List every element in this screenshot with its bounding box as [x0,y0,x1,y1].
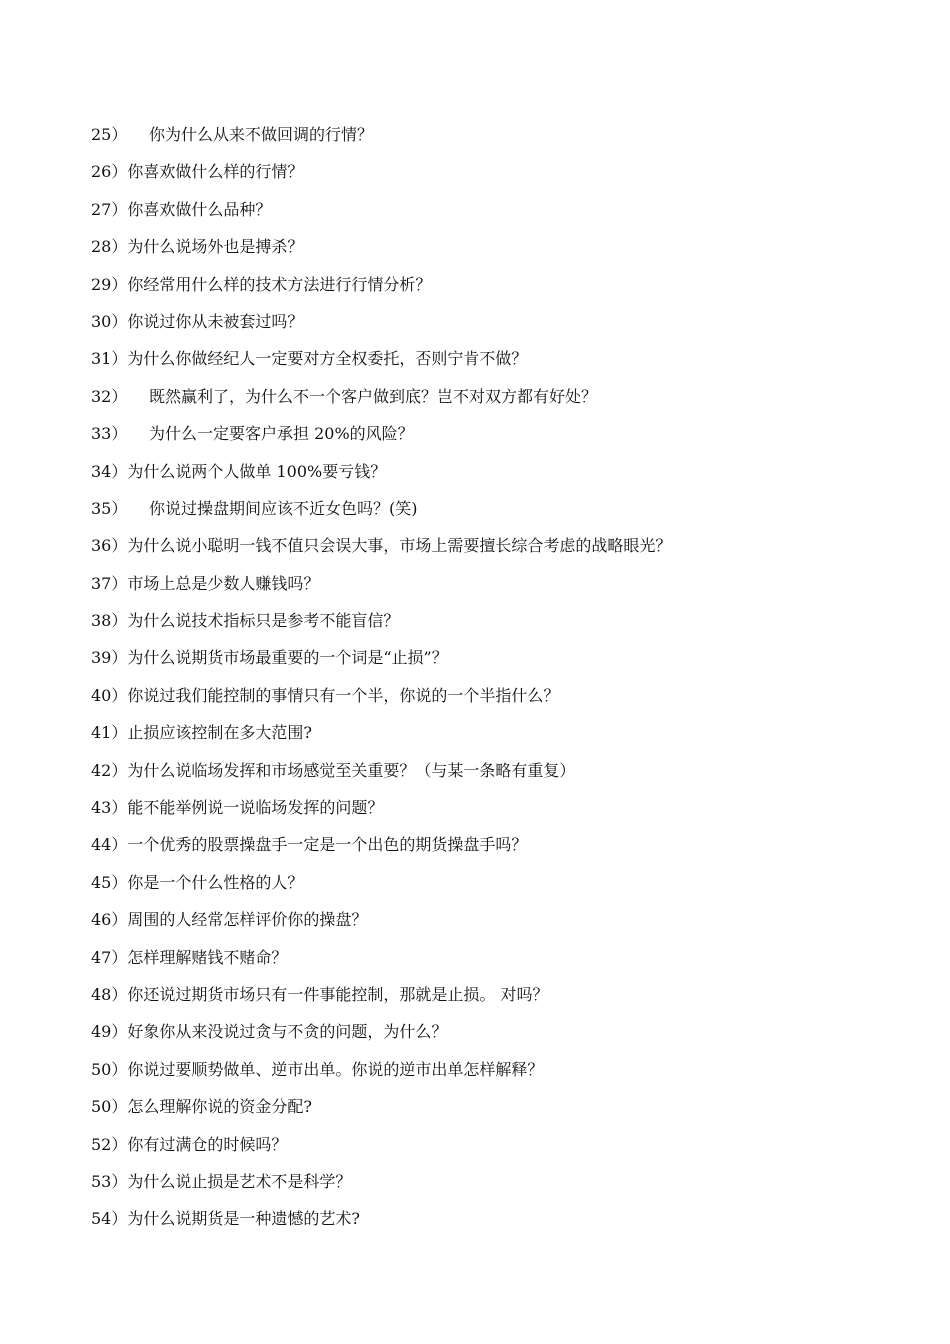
question-number: 49） [91,1022,128,1042]
question-text: 为什么说技术指标只是参考不能盲信？ [127,611,400,631]
question-item [91,758,891,795]
question-item [91,982,891,1019]
question-item [91,159,891,196]
question-number: 30） [91,311,128,331]
question-number: 41） [91,723,128,743]
question-number: 45） [91,872,128,892]
question-item [91,384,891,421]
question-number: 50） [91,1059,128,1079]
question-number: 31） [91,349,128,369]
question-number: 42） [91,760,128,780]
question-number: 48） [91,984,128,1004]
question-text: 为什么说期货是一种遗憾的艺术? [127,1209,360,1229]
question-number: 34） [91,461,128,481]
question-text: 市场上总是少数人赚钱吗？ [127,573,320,593]
question-item [91,346,891,383]
question-item [91,907,891,944]
question-text: 怎么理解你说的资金分配? [127,1097,312,1117]
question-number: 46） [91,910,128,930]
question-text: 为什么一定要客户承担 20%的风险？ [149,424,414,444]
question-text: 你喜欢做什么样的行情？ [127,162,304,182]
question-item [91,459,891,496]
question-item [91,533,891,570]
question-text: 为什么你做经纪人一定要对方全权委托，否则宁肯不做？ [127,349,528,369]
question-number: 50） [91,1097,128,1117]
question-number: 28） [91,237,128,257]
question-item [91,234,891,271]
question-number: 35） [91,498,128,518]
question-number: 32） [91,386,128,406]
question-text: 为什么说小聪明一钱不值只会误大事，市场上需要擅长综合考虑的战略眼光？ [127,536,672,556]
question-number: 36） [91,536,128,556]
question-item [91,309,891,346]
question-item [91,945,891,982]
question-item [91,608,891,645]
question-number: 29） [91,274,128,294]
question-item [91,272,891,309]
question-text: 为什么说止损是艺术不是科学？ [127,1171,352,1191]
question-text: 能不能举例说一说临场发挥的问题？ [127,798,384,818]
question-text: 你说过操盘期间应该不近女色吗？(笑) [149,498,418,518]
question-number: 53） [91,1171,128,1191]
question-item [91,1094,891,1131]
question-item [91,571,891,608]
question-item [91,870,891,907]
question-text: 你说过我们能控制的事情只有一个半，你说的一个半指什么？ [127,685,560,705]
question-number: 33） [91,424,128,444]
question-list [91,122,891,1244]
question-text: 你喜欢做什么品种？ [127,199,272,219]
question-item [91,421,891,458]
question-item [91,496,891,533]
question-number: 38） [91,611,128,631]
question-item [91,795,891,832]
question-number: 40） [91,685,128,705]
question-item [91,645,891,682]
question-text: 为什么说场外也是搏杀？ [127,237,304,257]
question-number: 54） [91,1209,128,1229]
question-item [91,1057,891,1094]
question-text: 既然赢利了，为什么不一个客户做到底？岂不对双方都有好处？ [149,386,598,406]
question-text: 好象你从来没说过贪与不贪的问题，为什么？ [127,1022,448,1042]
question-item [91,1132,891,1169]
question-text: 你有过满仓的时候吗？ [127,1134,288,1154]
question-item [91,1169,891,1206]
question-item [91,197,891,234]
question-text: 你还说过期货市场只有一件事能控制，那就是止损。 对吗？ [127,984,549,1004]
question-item [91,683,891,720]
question-text: 止损应该控制在多大范围? [127,723,312,743]
question-number: 52） [91,1134,128,1154]
question-text: 你为什么从来不做回调的行情？ [149,125,374,144]
question-item [91,122,891,159]
question-number: 43） [91,798,128,818]
question-text: 一个优秀的股票操盘手一定是一个出色的期货操盘手吗？ [127,835,528,855]
question-number: 47） [91,947,128,967]
question-text: 你说过要顺势做单、逆市出单。你说的逆市出单怎样解释？ [127,1059,544,1079]
question-text: 怎样理解赌钱不赌命？ [127,947,288,967]
question-number: 37） [91,573,128,593]
question-text: 为什么说两个人做单 100%要亏钱？ [127,461,387,481]
question-item [91,832,891,869]
question-number: 39） [91,648,128,668]
question-text: 周围的人经常怎样评价你的操盘？ [127,910,368,930]
question-number: 27） [91,199,128,219]
question-item [91,1206,891,1243]
question-text: 你说过你从未被套过吗？ [127,311,304,331]
question-text: 你是一个什么性格的人？ [127,872,304,892]
question-text: 为什么说期货市场最重要的一个词是“止损”？ [127,648,448,668]
question-text: 为什么说临场发挥和市场感觉至关重要？（与某一条略有重复） [127,760,576,780]
question-number: 25） [91,125,128,144]
question-item [91,1019,891,1056]
question-number: 26） [91,162,128,182]
question-item [91,720,891,757]
question-text: 你经常用什么样的技术方法进行行情分析？ [127,274,432,294]
question-number: 44） [91,835,128,855]
